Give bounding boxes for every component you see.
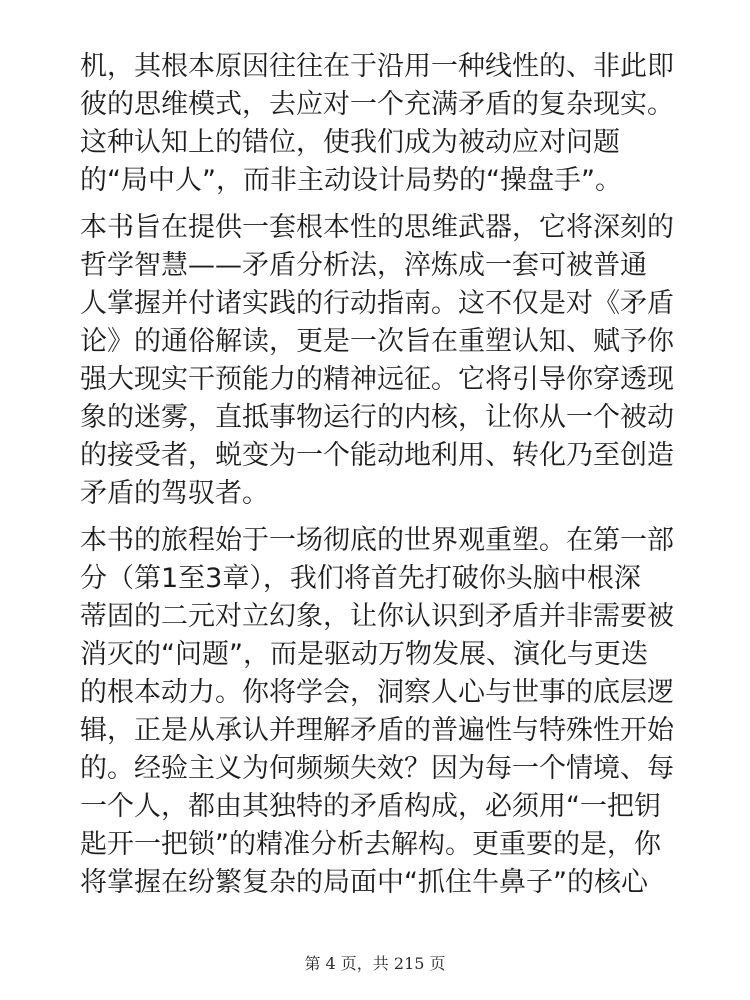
text-line: 强大现实干预能力的精神远征。它将引导你穿透现 — [80, 364, 674, 395]
text-line: 象的迷雾，直抵事物运行的内核，让你从一个被动 — [80, 402, 674, 433]
text-line: 本书旨在提供一套根本性的思维武器，它将深刻的 — [80, 212, 674, 243]
text-line: 哲学智慧——矛盾分析法，淬炼成一套可被普通 — [80, 250, 647, 281]
text-line: 本书的旅程始于一场彻底的世界观重塑。在第一部 — [80, 525, 674, 556]
page-footer: 第 4 页，共 215 页 — [304, 954, 446, 973]
text-line: 矛盾的驾驭者。 — [80, 478, 269, 509]
text-line: 的“局中人”，而非主动设计局势的“操盘手”。 — [80, 165, 622, 196]
text-line: 匙开一把锁”的精准分析去解构。更重要的是，你 — [80, 829, 661, 860]
text-line: 人掌握并付诸实践的行动指南。这不仅是对《矛盾 — [80, 288, 674, 319]
text-line: 论》的通俗解读，更是一次旨在重塑认知、赋予你 — [80, 326, 674, 357]
text-line: 的。经验主义为何频频失效？因为每一个情境、每 — [80, 753, 674, 784]
text-line: 将掌握在纷繁复杂的局面中“抓住牛鼻子”的核心 — [80, 867, 648, 898]
text-line: 一个人，都由其独特的矛盾构成，必须用“一把钥 — [80, 791, 661, 822]
text-line: 消灭的“问题”，而是驱动万物发展、演化与更迭 — [80, 639, 648, 670]
text-line: 机，其根本原因往往在于沿用一种线性的、非此即 — [80, 51, 674, 82]
text-line: 的根本动力。你将学会，洞察人心与世事的底层逻 — [80, 677, 674, 708]
body-text — [80, 48, 680, 911]
paragraph-3 — [80, 522, 680, 902]
text-line: 彼的思维模式，去应对一个充满矛盾的复杂现实。 — [80, 89, 674, 120]
text-line: 辑，正是从承认并理解矛盾的普遍性与特殊性开始 — [80, 715, 674, 746]
text-line: 这种认知上的错位，使我们成为被动应对问题 — [80, 127, 620, 158]
paragraph-1 — [80, 48, 680, 200]
text-line: 分（第1至3章），我们将首先打破你头脑中根深 — [80, 563, 641, 594]
text-line: 的接受者，蜕变为一个能动地利用、转化乃至创造 — [80, 440, 674, 471]
text-line: 蒂固的二元对立幻象，让你认识到矛盾并非需要被 — [80, 601, 674, 632]
paragraph-2 — [80, 209, 680, 513]
